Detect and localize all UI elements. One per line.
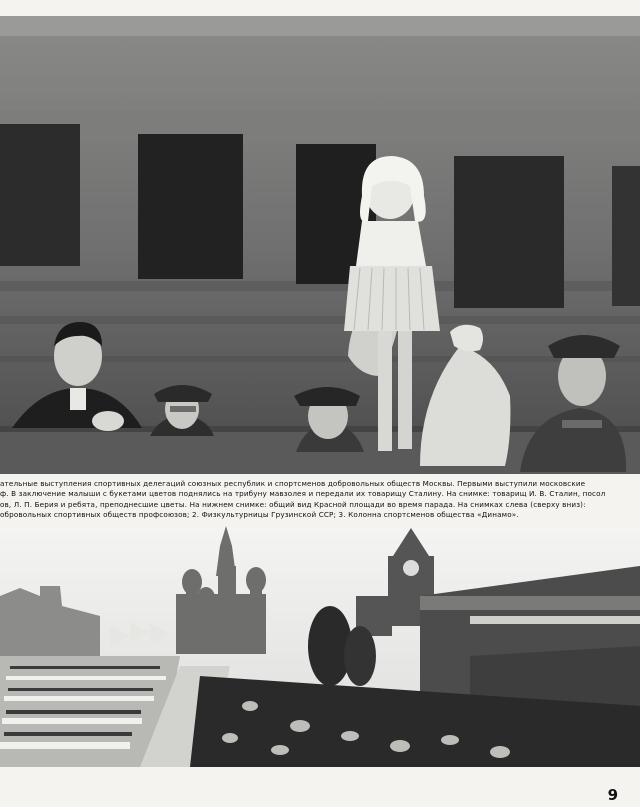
- caption-line: ф. В заключение малыши с букетами цветов поднялись на трибуну мавзолея и передали их товарищу Сталину. На снимке: товарищ И. В. Сталин, посол: [0, 489, 606, 499]
- page-number: 9: [607, 786, 618, 804]
- photo-red-square-parade: [0, 526, 640, 767]
- caption-line: обровольных спортивных обществ профсоюзов; 2. Физкультурницы Грузинской ССР; 3. Колонна спортсменов общества «Динамо».: [0, 510, 519, 520]
- caption-line: ательные выступления спортивных делегаций союзных республик и спортсменов добровольных обществ Москвы. Первыми выступили московские: [0, 479, 586, 488]
- photo-mausoleum-tribune: [0, 16, 640, 474]
- photo-caption: [0, 479, 636, 523]
- caption-line: ов, Л. П. Берия и ребята, преподнесшие цветы. На нижнем снимке: общий вид Красной площади во время парада. На снимках слева (сверху вниз):: [0, 499, 586, 509]
